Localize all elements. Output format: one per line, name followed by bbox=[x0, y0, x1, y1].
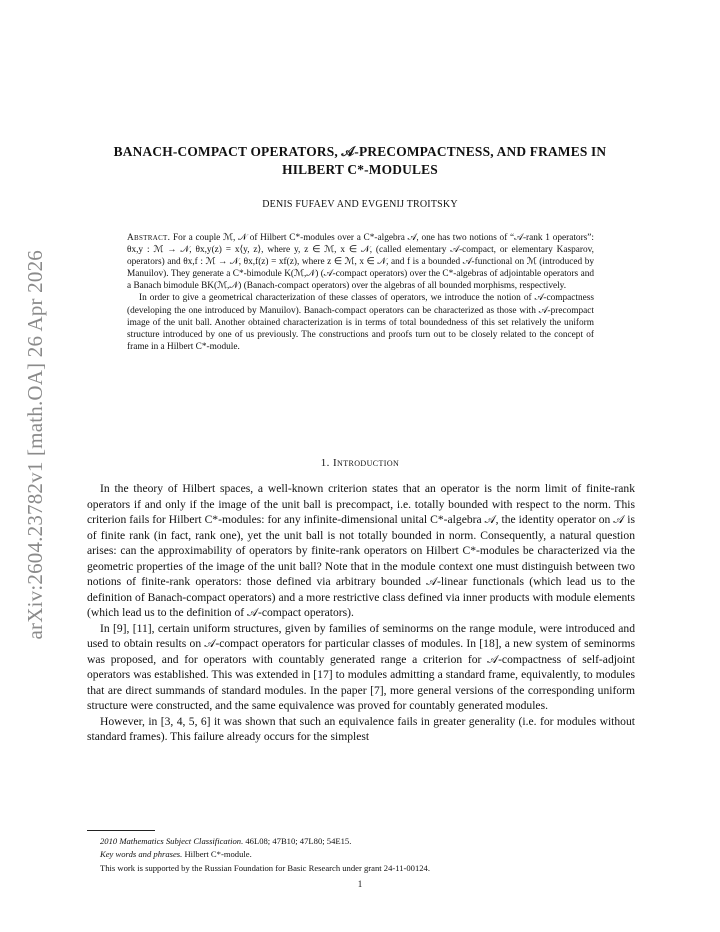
abstract-label: Abstract. bbox=[127, 233, 171, 243]
footnotes bbox=[100, 835, 630, 875]
section-title: 1. Introduction bbox=[320, 457, 400, 469]
footnote-keywords bbox=[100, 848, 630, 861]
abstract bbox=[127, 232, 594, 353]
msc-value: 46L08; 47B10; 47L80; 54E15. bbox=[245, 836, 352, 846]
body-paragraph-3: However, in [3, 4, 5, 6] it was shown that such an equivalence fails in greater generality (i.e. for modules without standard frames). This failure already occurs for the simplest bbox=[87, 714, 635, 743]
paper-authors: DENIS FUFAEV AND EVGENIJ TROITSKY bbox=[262, 199, 458, 210]
arxiv-id: arXiv:2604.23782v1 [math.OA] 26 Apr 2026 bbox=[23, 250, 47, 640]
body-paragraph-2: In [9], [11], certain uniform structures, given by families of seminorms on the range module, were introduced and used to obtain results on 𝒜-compact operators for particular classes of modules. In [18], a new system of seminorms was proposed, and for operators with countably generated range a criterion for 𝒜-compactness of self-adjoint operators was established. This was extended in [17] to modules admitting a standard frame, equivalently, to modules that are direct summands of standard modules. In the paper [7], more general versions of the corresponding uniform structure were constructed, and the same equivalence was proved for countably generated modules. bbox=[87, 621, 635, 712]
keywords-value: Hilbert C*-module. bbox=[184, 849, 252, 860]
arxiv-stamp bbox=[22, 250, 48, 680]
page-number: 1 bbox=[357, 879, 363, 889]
abstract-paragraph-2: In order to give a geometrical characterization of these classes of operators, we introduce the notion of 𝒜-compactness (developing the one introduced by Manuilov). Banach-compact operators can be characterized as those with 𝒜-precompact image of the unit ball. Another obtained characterization is in terms of total boundedness of this set relatively the uniform structure introduced by one of us previously. The constructions and proofs turn out to be closely related to the concept of frame in a Hilbert C*-module. bbox=[127, 293, 594, 352]
msc-label: 2010 Mathematics Subject Classification. bbox=[100, 836, 244, 846]
body-paragraph-1: In the theory of Hilbert spaces, a well-known criterion states that an operator is the norm limit of finite-rank operators if and only if the image of the unit ball is precompact, i.e. totally bounded with respect to the norm. This criterion fails for Hilbert C*-modules: for any infinite-dimensional unital C*-algebra 𝒜, the identity operator on 𝒜 is of finite rank (in fact, rank one), yet the unit ball is not totally bounded in norm. Consequently, a natural question arises: can the approximability of operators by finite-rank operators on Hilbert C*-modules be characterized via the geometric properties of the image of the unit ball? Note that in the module context one must distinguish between two notions of finite-rank operators: those defined via arbitrary bounded 𝒜-linear functionals (which lead us to the definition of Banach-compact operators) and a more restrictive class defined via inner products with module elements (which lead us to the definition of 𝒜-compact operators). bbox=[87, 482, 635, 619]
footnote-msc bbox=[100, 835, 630, 848]
body-text bbox=[87, 481, 635, 745]
footnote-support: This work is supported by the Russian Foundation for Basic Research under grant 24-11-00124. bbox=[100, 862, 431, 873]
footnote-rule bbox=[87, 830, 155, 831]
keywords-label: Key words and phrases. bbox=[100, 849, 183, 860]
abstract-text-1: For a couple ℳ, 𝒩 of Hilbert C*-modules over a C*-algebra 𝒜, one has two notions of “𝒜-rank 1 operators”: θx,y : ℳ → 𝒩, θx,y(z) = x⟨y, z⟩, where y, z ∈ ℳ, x ∈ 𝒩, (called elementary 𝒜-compact, or elementary Kasparov, operators) and θx,f : ℳ → 𝒩, θx,f(z) = xf(z), where z ∈ ℳ, x ∈ 𝒩, and f is a bounded 𝒜-functional on ℳ (introduced by Manuilov). They generate a C*-bimodule K(ℳ,𝒩) (𝒜-compact operators) over the C*-algebras of adjointable operators and a Banach bimodule BK(ℳ,𝒩) (Banach-compact operators) over the algebras of all bounded morphisms, respectively. bbox=[127, 233, 594, 292]
paper-title: BANACH-COMPACT OPERATORS, 𝒜-PRECOMPACTNESS, AND FRAMES IN HILBERT C*-MODULES bbox=[113, 144, 607, 177]
abstract-paragraph-1 bbox=[127, 232, 594, 292]
